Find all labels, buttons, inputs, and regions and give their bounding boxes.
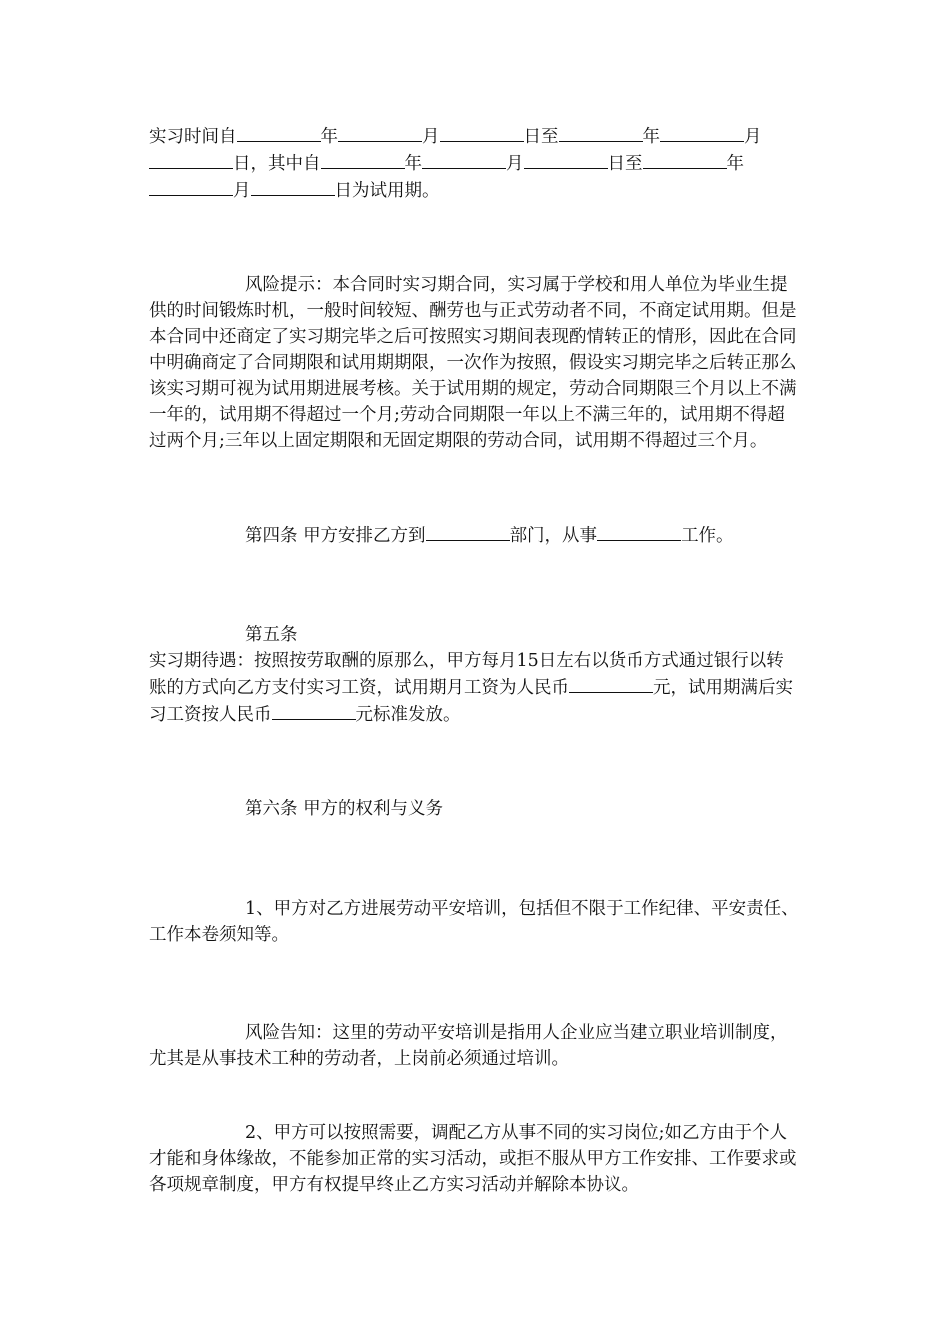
text-segment: 日至 bbox=[523, 127, 559, 147]
blank-field bbox=[422, 150, 506, 169]
text-segment: 元，试用期满后实习工资按人民币 bbox=[149, 678, 793, 725]
blank-field bbox=[660, 123, 744, 142]
blank-field bbox=[338, 123, 422, 142]
article-6-title: 第六条 甲方的权利与义务 bbox=[245, 799, 444, 819]
blank-field bbox=[149, 150, 233, 169]
blank-field bbox=[643, 150, 727, 169]
text-segment: 日至 bbox=[607, 154, 643, 174]
text-segment: 月 bbox=[744, 127, 762, 147]
text-segment: 月 bbox=[506, 154, 524, 174]
blank-field bbox=[149, 177, 233, 196]
text-segment: 年 bbox=[320, 127, 338, 147]
text-segment: 部门，从事 bbox=[509, 526, 598, 546]
blank-field bbox=[597, 522, 681, 541]
blank-field bbox=[251, 177, 335, 196]
text-segment: 第四条 甲方安排乙方到 bbox=[245, 526, 426, 546]
text-segment: 元标准发放。 bbox=[355, 705, 461, 725]
blank-field bbox=[440, 123, 524, 142]
text-segment: 年 bbox=[726, 154, 744, 174]
article-5-title: 第五条 bbox=[245, 625, 298, 645]
blank-field bbox=[559, 123, 643, 142]
text-segment: 月 bbox=[233, 181, 251, 201]
article-6-item-2: 2、甲方可以按照需要，调配乙方从事不同的实习岗位;如乙方由于个人才能和身体缘故，不能参加正常的实习活动，或拒不服从甲方工作安排、工作要求或各项规章制度，甲方有权提早终止乙方实习活动并解除本协议。 bbox=[149, 1123, 797, 1195]
blank-field bbox=[272, 701, 356, 720]
text-segment: 日为试用期。 bbox=[334, 181, 440, 201]
intern-period-line-1 bbox=[149, 123, 801, 150]
blank-field bbox=[524, 150, 608, 169]
article-5-body bbox=[149, 648, 801, 728]
blank-field bbox=[237, 123, 321, 142]
text-segment: 工作。 bbox=[681, 526, 734, 546]
text-segment: 日，其中自 bbox=[233, 154, 321, 174]
article-6-item-1: 1、甲方对乙方进展劳动平安培训，包括但不限于工作纪律、平安责任、工作本卷须知等。 bbox=[149, 899, 799, 945]
intern-period-line-3 bbox=[149, 177, 801, 204]
intern-period-line-2 bbox=[149, 150, 801, 177]
blank-field bbox=[426, 522, 510, 541]
blank-field bbox=[321, 150, 405, 169]
risk-notice-paragraph-1: 风险提示：本合同时实习期合同，实习属于学校和用人单位为毕业生提供的时间锻炼时机，一般时间较短、酬劳也与正式劳动者不同，不商定试用期。但是本合同中还商定了实习期完毕之后可按照实习期间表现酌情转正的情形，因此在合同中明确商定了合同期限和试用期期限，一次作为按照，假设实习期完毕之后转正那么该实习期可视为试用期进展考核。关于试用期的规定，劳动合同期限三个月以上不满一年的，试用期不得超过一个月;劳动合同期限一年以上不满三年的，试用期不得超过两个月;三年以上固定期限和无固定期限的劳动合同，试用期不得超过三个月。 bbox=[149, 275, 797, 451]
text-segment: 年 bbox=[642, 127, 660, 147]
text-segment: 实习时间自 bbox=[149, 127, 237, 147]
text-segment: 实习期待遇：按照按劳取酬的原那么，甲方每月15日左右以货币方式通过银行以转账的方式向乙方支付实习工资，试用期月工资为人民币 bbox=[149, 651, 784, 698]
risk-notice-paragraph-2: 风险告知：这里的劳动平安培训是指用人企业应当建立职业培训制度，尤其是从事技术工种的劳动者，上岗前必须通过培训。 bbox=[149, 1023, 788, 1069]
blank-field bbox=[569, 674, 653, 693]
text-segment: 月 bbox=[422, 127, 440, 147]
text-segment: 年 bbox=[404, 154, 422, 174]
article-4-paragraph bbox=[149, 522, 801, 549]
